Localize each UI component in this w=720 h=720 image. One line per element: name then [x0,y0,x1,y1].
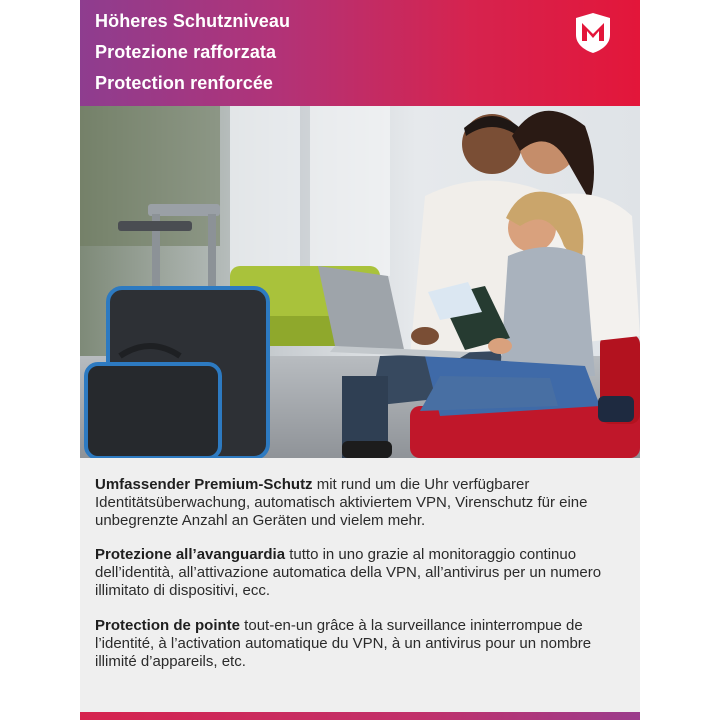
description-italian [95,546,630,600]
header-banner [80,0,640,106]
description-french [95,617,630,671]
description-french-text: tout-en-un grâce à la surveillance ininterrompue de l’identité, à l’activation automatique du VPN, à un antivirus pour un nombre illimité d’appareils, etc. [95,617,592,670]
product-card [80,0,640,720]
mcafee-shield-logo-icon [574,13,612,53]
description-italian-text: tutto in uno grazie al monitoraggio continuo dell’identità, all’attivazione automatica della VPN, all’antivirus per un numero illimitato di dispositivi, ecc. [95,546,602,599]
description-german-text: mit rund um die Uhr verfügbarer Identitätsüberwachung, automatisch aktiviertem VPN, Virenschutz für eine unbegrenzte Anzahl an Geräten und vielem mehr. [95,476,588,529]
title-french: Protection renforcée [95,73,274,93]
description-french-lead: Protection de pointe [95,617,241,634]
description-german [95,476,630,530]
description-italian-lead: Protezione all’avanguardia [95,546,286,563]
family-airport-photo [80,106,640,458]
bottom-accent-bar [80,712,640,720]
title-italian: Protezione rafforzata [95,42,277,62]
description-german-lead: Umfassender Premium-Schutz [95,476,313,493]
photo-illustration [80,106,640,458]
title-german: Höheres Schutzniveau [95,11,291,31]
